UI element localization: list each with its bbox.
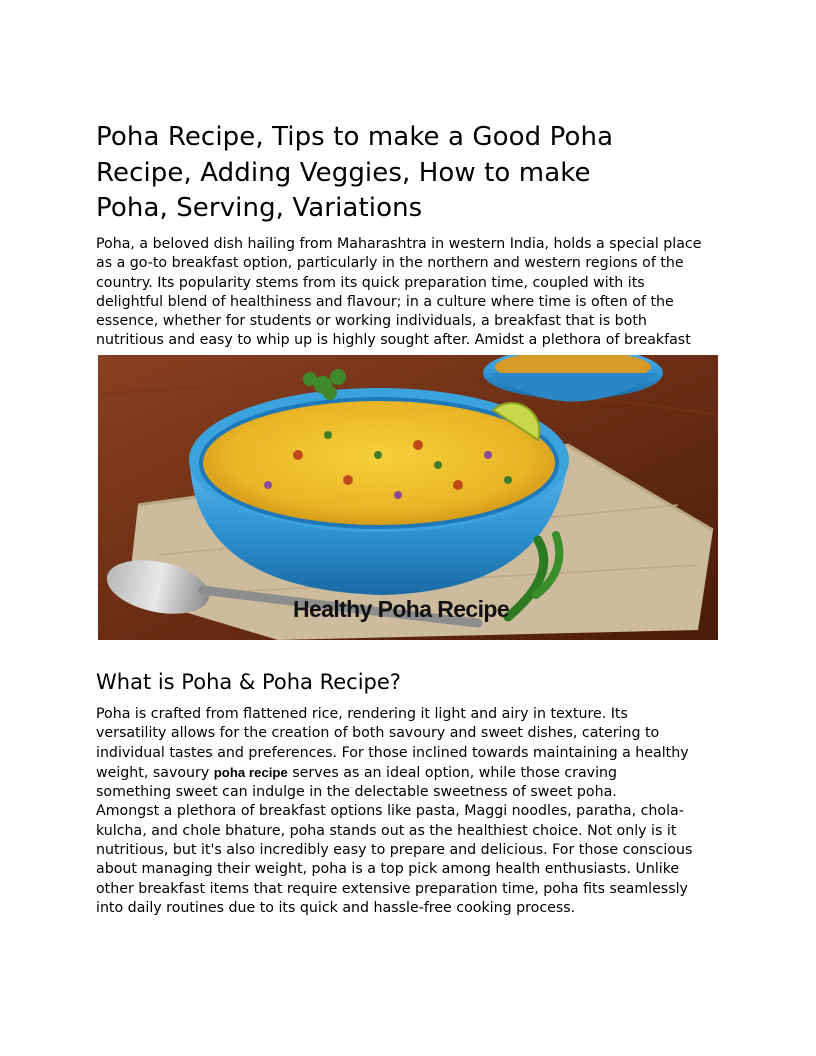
section-body: [96, 705, 726, 918]
intro-paragraph: Poha, a beloved dish hailing from Maharashtra in western India, holds a special place as a go-to breakfast option, particularly in the northern and western regions of the country. Its popularity stems from its quick preparation time, coupled with its delightful blend of healthiness and flavour; in a culture where time is often of the essence, whether for students or working individuals, a breakfast that is both nutritious and easy to whip up is highly sought after. Amidst a plethora of breakfast: [96, 236, 702, 349]
paragraph-1-text-b: serves as an ideal option, while those craving something sweet can indulge in the delectable sweetness of sweet poha.: [96, 764, 618, 801]
poha-photo: [98, 355, 718, 640]
photo-caption: Healthy Poha Recipe: [292, 596, 510, 622]
section-paragraph-1: [96, 705, 726, 802]
article-title: Poha Recipe, Tips to make a Good Poha Recipe, Adding Veggies, How to make Poha, Serving, Variations: [96, 122, 614, 223]
section-paragraph-2: Amongst a plethora of breakfast options like pasta, Maggi noodles, paratha, chola- kulcha, and chole bhature, poha stands out as the healthiest choice. Not only is it nutritious, but it's also incredibly easy to prepare and delicious. For those conscious about managing their weight, poha is a top pick among health enthusiasts. Unlike other breakfast items that require extensive preparation time, poha fits seamlessly into daily routines due to its quick and hassle-free cooking process.: [96, 803, 693, 916]
intro-paragraph-container: [96, 235, 726, 356]
paragraph-1-text-a: Poha is crafted from flattened rice, rendering it light and airy in texture. Its versatility allows for the creation of both savoury and sweet dishes, catering to individual tastes and preferences. For those inclined towards maintaining a healthy weight, savoury: [96, 706, 689, 781]
section-heading: What is Poha & Poha Recipe?: [96, 670, 401, 694]
poha-recipe-bold: poha recipe: [213, 764, 288, 780]
